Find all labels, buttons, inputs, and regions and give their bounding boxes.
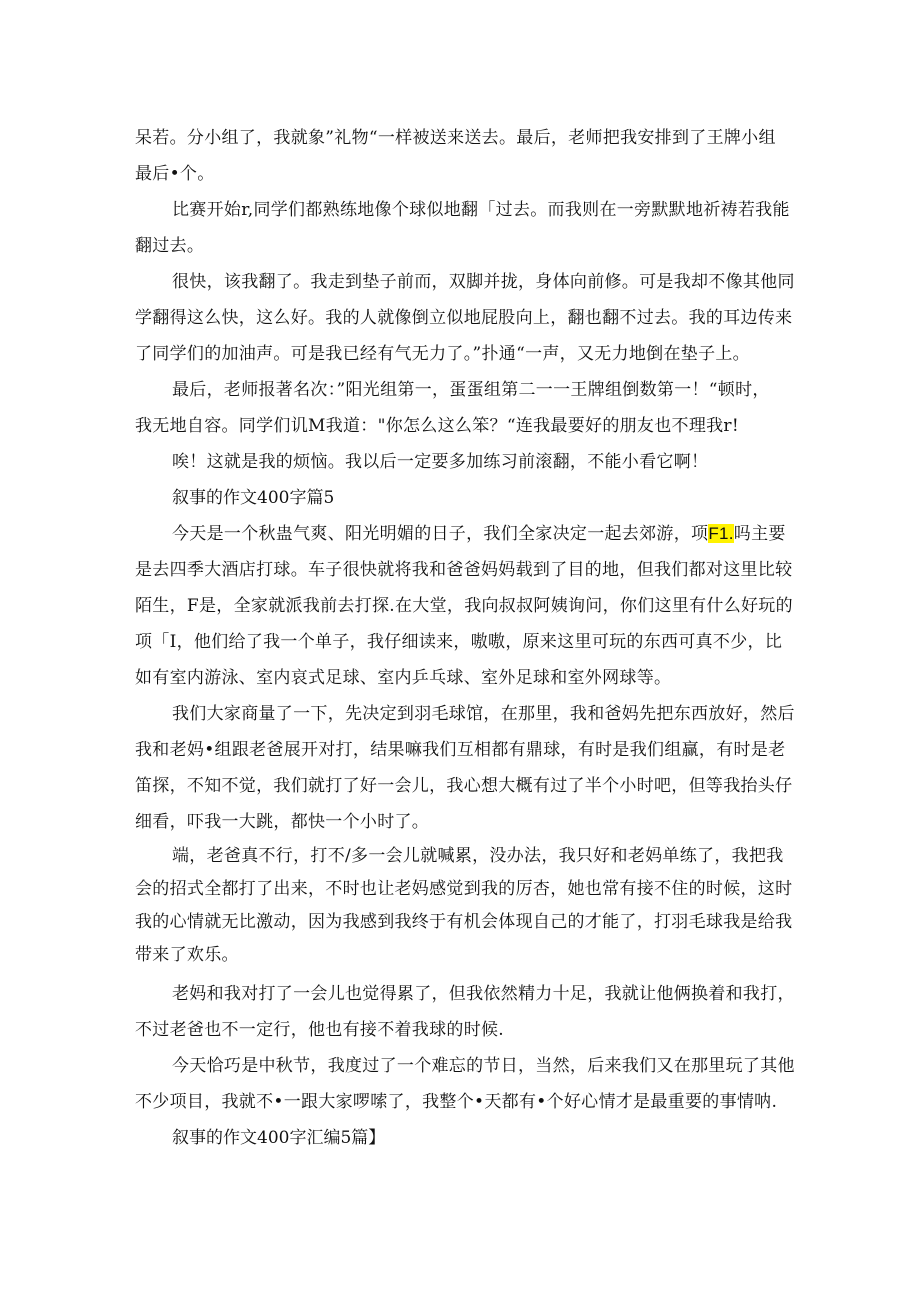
text-line: 端，老爸真不行，打不/多一会儿就喊累，没办法，我只好和老妈单练了，我把我 <box>172 846 784 866</box>
text-line: 如有室内游泳、室内哀式足球、室内乒乓球、室外足球和室外网球等。 <box>135 668 672 688</box>
text-line: 学翻得这么快，这么好。我的人就像倒立似地屁股向上，翻也翻不过去。我的耳边传来 <box>135 308 793 328</box>
text-line: 最后•个。 <box>135 164 215 184</box>
text-line: 了同学们的加油声。可是我已经有气无力了。”扑通“一声，又无力地倒在垫子上。 <box>135 344 750 364</box>
paragraph-8 <box>135 840 795 972</box>
paragraph-5 <box>135 444 795 480</box>
text-segment: 今天是一个秋蛊气爽、阳光明媚的日子，我们全家决定一起去郊游，项 <box>172 524 709 544</box>
paragraph-10 <box>135 1048 795 1120</box>
closing-heading: 叙事的作文400字汇编5篇】 <box>172 1128 386 1148</box>
paragraph-7 <box>135 696 795 840</box>
text-line: 是去四季大酒店打球。车子很快就将我和爸爸妈妈载到了目的地，但我们都对这里比较 <box>135 560 793 580</box>
paragraph-2 <box>135 192 795 264</box>
text-line: 比赛开始r,同学们都熟练地像个球似地翻「过去。而我则在一旁默默地祈祷若我能 <box>172 200 790 220</box>
text-line: 唉！这就是我的烦恼。我以后一定要多加练习前滚翻，不能小看它啊！ <box>172 452 709 472</box>
text-line: 我和老妈•组跟老爸展开对打，结果嘛我们互相都有鼎球，有时是我们组赢，有时是老 <box>135 740 786 760</box>
text-line: 我无地自容。同学们讥M我道："你怎么这么笨？“连我最要好的朋友也不理我r! <box>135 416 739 436</box>
text-line: 老妈和我对打了一会儿也觉得累了，但我依然精力十足，我就让他俩换着和我打， <box>172 984 795 1004</box>
text-line: 很快，该我翻了。我走到垫子前而，双脚并拢，身体向前修。可是我却不像其他同 <box>172 272 795 292</box>
paragraph-3 <box>135 264 795 372</box>
text-line: 不少项目，我就不•一跟大家啰嗦了，我整个•天都有•个好心情才是最重要的事情呐. <box>135 1092 778 1112</box>
text-line: 我们大家商量了一下，先决定到羽毛球馆，在那里，我和爸妈先把东西放好，然后 <box>172 704 795 724</box>
text-line: 不过老爸也不一定行，他也有接不着我球的时候. <box>135 1020 505 1040</box>
text-line: 会的招式全都打了出来，不时也让老妈感觉到我的厉杏，她也常有接不住的时候，这时 <box>135 879 793 899</box>
paragraph-1 <box>135 120 795 192</box>
paragraph-9 <box>135 976 795 1048</box>
section-heading: 叙事的作文400字篇5 <box>172 488 335 508</box>
text-line: 最后，老师报著名次：”阳光组第一，蛋蛋组第二一一王牌组倒数第一！“顿时， <box>172 380 770 400</box>
text-line: 细看，吓我一大跳，都快一个小时了。 <box>135 812 430 832</box>
text-line: 我的心情就无比激动，因为我感到我终于有机会体现自己的才能了，打羽毛球我是给我 <box>135 912 793 932</box>
highlighted-text: F1. <box>708 524 734 543</box>
text-line: 笛探，不知不觉，我们就打了好一会儿，我心想大概有过了半个小时吧，但等我抬头仔 <box>135 776 793 796</box>
text-line: 陌生，F是，全家就派我前去打探.在大堂，我向叔叔阿姨询问，你们这里有什么好玩的 <box>135 596 793 616</box>
text-line: 呆若。分小组了，我就象”礼物“一样被送来送去。最后，老师把我安排到了王牌小组 <box>135 128 776 148</box>
paragraph-6 <box>135 516 795 696</box>
text-line <box>135 516 795 552</box>
text-line: 翻过去。 <box>135 236 205 256</box>
text-segment: 吗主要 <box>733 524 786 544</box>
text-line: 今天恰巧是中秋节，我度过了一个难忘的节日，当然，后来我们又在那里玩了其他 <box>172 1056 795 1076</box>
paragraph-4 <box>135 372 795 444</box>
text-line: 带来了欢乐。 <box>135 945 239 965</box>
text-line: 项「I，他们给了我一个单子，我仔细读来，嗷嗷，原来这里可玩的东西可真不少，比 <box>135 632 783 652</box>
